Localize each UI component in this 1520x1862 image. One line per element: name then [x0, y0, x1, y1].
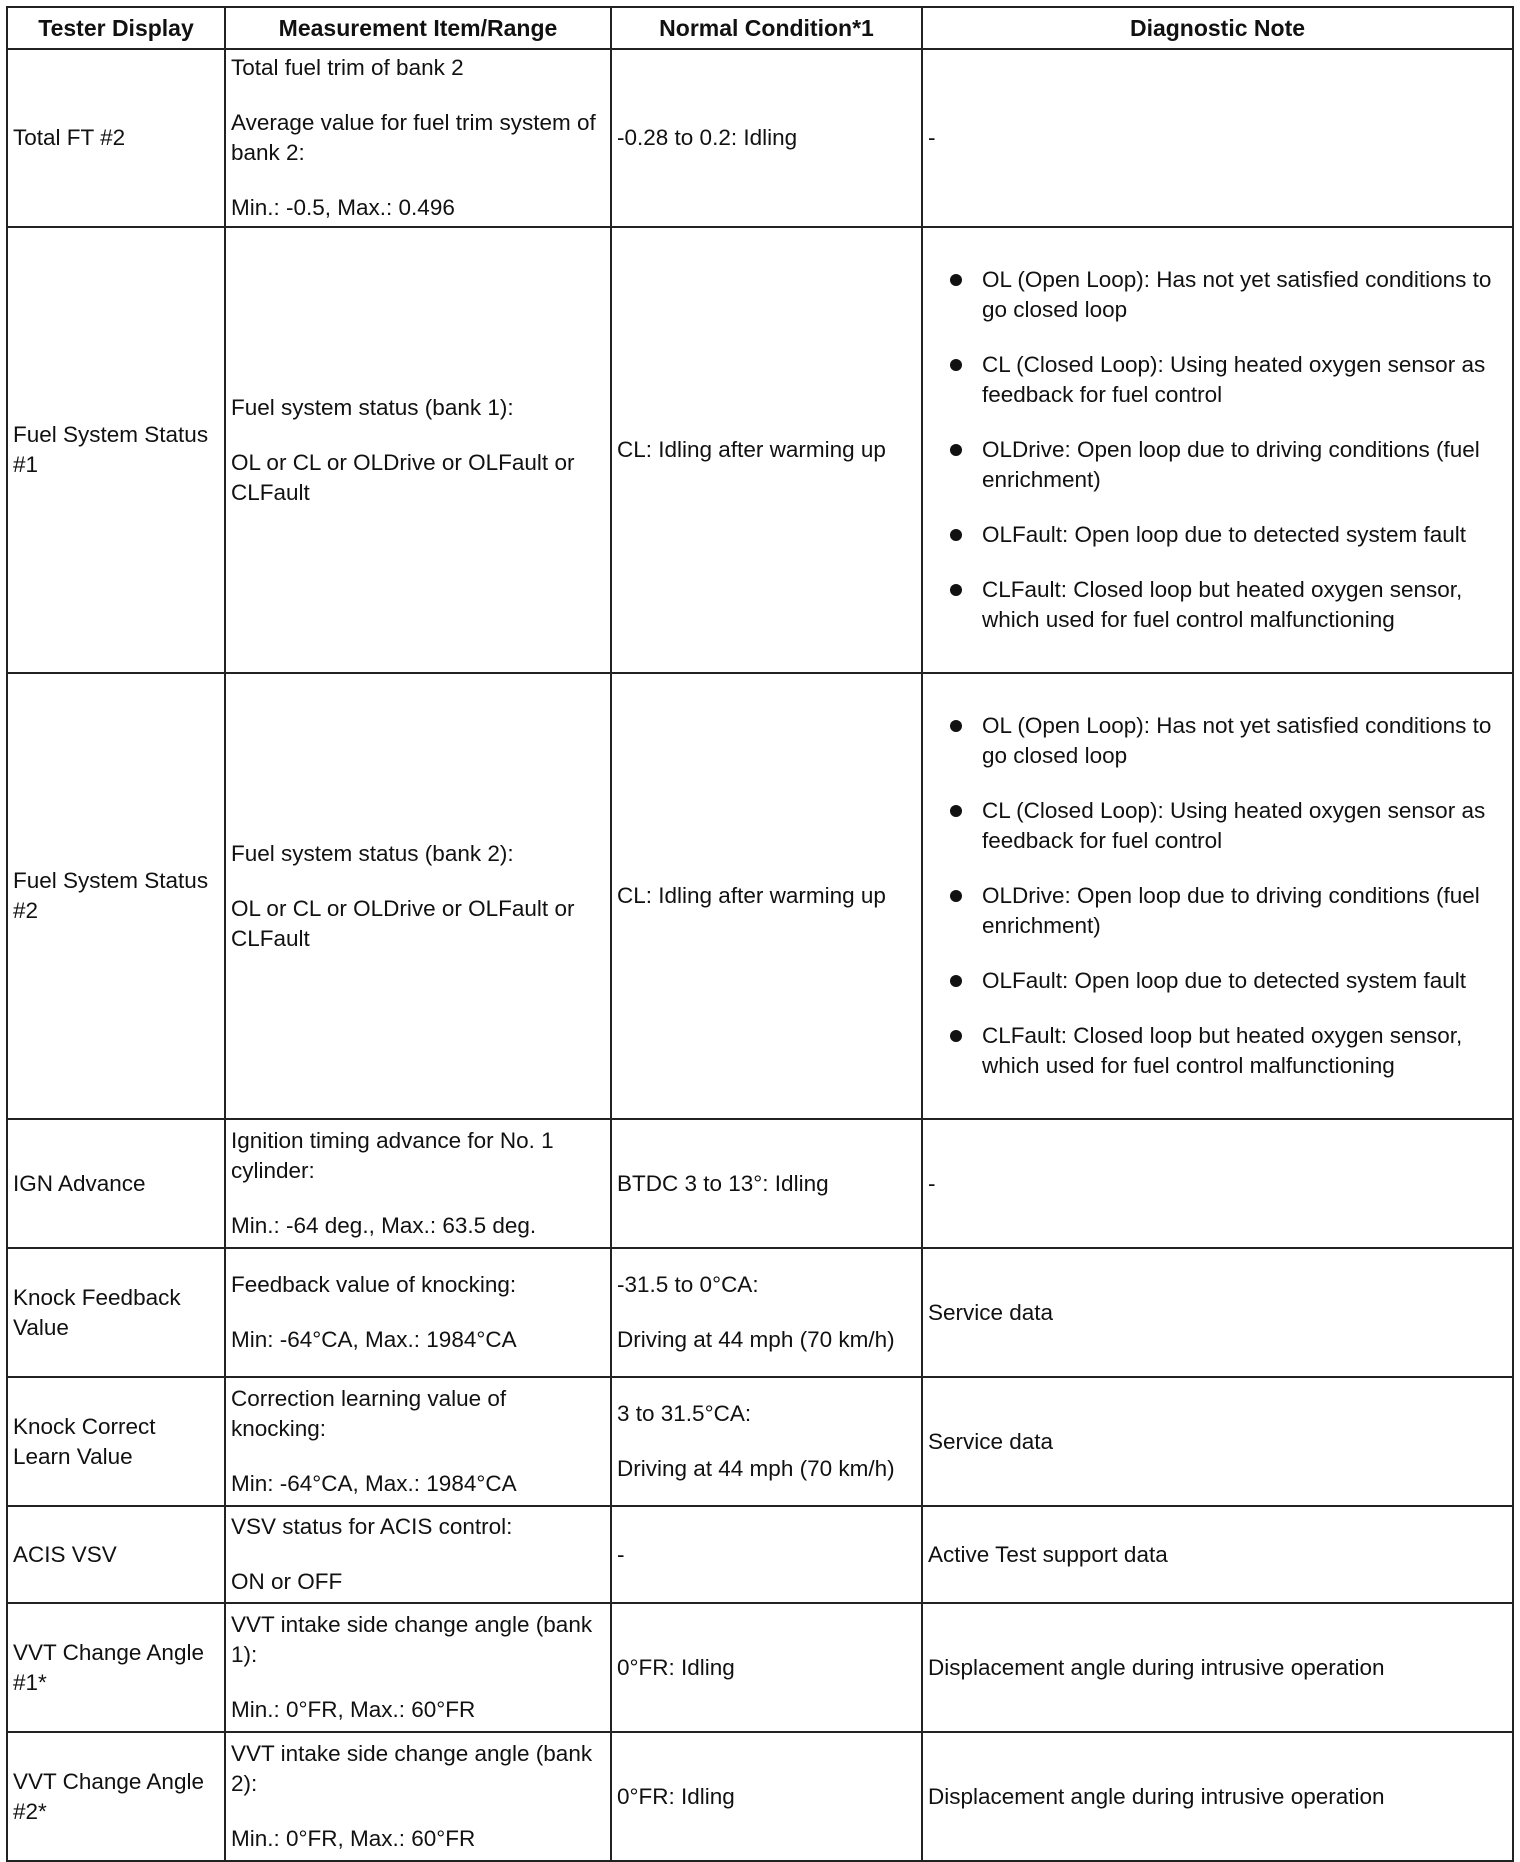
note-bullet-list — [928, 265, 1507, 635]
measurement-line: Correction learning value of knocking: — [231, 1386, 507, 1441]
table-row — [7, 227, 1513, 673]
normal-condition-line: 0°FR: Idling — [617, 1783, 735, 1809]
diagnostic-note-cell: Service data — [922, 1377, 1513, 1506]
normal-condition-line: -31.5 to 0°CA: — [617, 1272, 759, 1297]
tester-display-cell: VVT Change Angle #1* — [7, 1603, 225, 1732]
table-row — [7, 1506, 1513, 1603]
measurement-cell — [225, 1506, 611, 1603]
measurement-line: Feedback value of knocking: — [231, 1272, 517, 1297]
normal-condition-line: Driving at 44 mph (70 km/h) — [617, 1327, 895, 1352]
header-diagnostic-note: Diagnostic Note — [922, 7, 1513, 49]
table-row — [7, 49, 1513, 227]
diagnostic-note-cell: Active Test support data — [922, 1506, 1513, 1603]
table-row — [7, 673, 1513, 1119]
normal-condition-cell — [611, 49, 922, 227]
measurement-cell — [225, 673, 611, 1119]
note-bullet-item: CL (Closed Loop): Using heated oxygen sensor as feedback for fuel control — [950, 350, 1507, 410]
measurement-cell — [225, 1248, 611, 1377]
note-bullet-item: OLFault: Open loop due to detected system fault — [950, 966, 1507, 996]
note-bullet-item: OLDrive: Open loop due to driving conditions (fuel enrichment) — [950, 881, 1507, 941]
normal-condition-cell — [611, 1377, 922, 1506]
diagnostic-note-cell — [922, 227, 1513, 673]
normal-condition-cell — [611, 673, 922, 1119]
header-normal-condition: Normal Condition*1 — [611, 7, 922, 49]
normal-condition-line: BTDC 3 to 13°: Idling — [617, 1170, 829, 1196]
measurement-line: Min.: 0°FR, Max.: 60°FR — [231, 1826, 476, 1851]
normal-condition-line: -0.28 to 0.2: Idling — [617, 125, 798, 150]
note-bullet-item: CLFault: Closed loop but heated oxygen sensor, which used for fuel control malfunctioning — [950, 575, 1507, 635]
measurement-line: Fuel system status (bank 2): — [231, 840, 514, 866]
measurement-line: VSV status for ACIS control: — [231, 1514, 513, 1539]
diagnostic-note-cell: Service data — [922, 1248, 1513, 1377]
normal-condition-line: 3 to 31.5°CA: — [617, 1401, 752, 1426]
measurement-line: Fuel system status (bank 1): — [231, 394, 514, 420]
measurement-line: ON or OFF — [231, 1569, 343, 1594]
diagnostic-note-cell — [922, 673, 1513, 1119]
normal-condition-line: - — [617, 1541, 625, 1567]
measurement-cell — [225, 1119, 611, 1248]
note-bullet-item: CLFault: Closed loop but heated oxygen sensor, which used for fuel control malfunctioning — [950, 1021, 1507, 1081]
table-row — [7, 1119, 1513, 1248]
tester-display-cell: VVT Change Angle #2* — [7, 1732, 225, 1861]
normal-condition-line: CL: Idling after warming up — [617, 437, 886, 462]
normal-condition-cell — [611, 1119, 922, 1248]
normal-condition-cell — [611, 1732, 922, 1861]
tester-display-cell: Knock Feedback Value — [7, 1248, 225, 1377]
note-bullet-item: OL (Open Loop): Has not yet satisfied conditions to go closed loop — [950, 711, 1507, 771]
measurement-line: VVT intake side change angle (bank 1): — [231, 1612, 593, 1667]
tester-display-cell: Fuel System Status #2 — [7, 673, 225, 1119]
measurement-cell — [225, 1377, 611, 1506]
header-tester-display: Tester Display — [7, 7, 225, 49]
measurement-line: OL or CL or OLDrive or OLFault or CLFault — [231, 449, 575, 505]
normal-condition-cell — [611, 1506, 922, 1603]
table-row — [7, 1603, 1513, 1732]
table-row — [7, 1377, 1513, 1506]
diagnostic-note-cell: Displacement angle during intrusive operation — [922, 1603, 1513, 1732]
tester-display-cell: Knock Correct Learn Value — [7, 1377, 225, 1506]
normal-condition-cell — [611, 227, 922, 673]
normal-condition-cell — [611, 1603, 922, 1732]
measurement-line: Min: -64°CA, Max.: 1984°CA — [231, 1471, 517, 1496]
data-list-table — [6, 6, 1514, 1862]
tester-display-cell: IGN Advance — [7, 1119, 225, 1248]
normal-condition-cell — [611, 1248, 922, 1377]
measurement-cell — [225, 1732, 611, 1861]
tester-display-cell: Fuel System Status #1 — [7, 227, 225, 673]
diagnostic-note-cell: - — [922, 1119, 1513, 1248]
header-measurement-item: Measurement Item/Range — [225, 7, 611, 49]
measurement-cell — [225, 1603, 611, 1732]
normal-condition-line: CL: Idling after warming up — [617, 883, 886, 908]
measurement-line: Ignition timing advance for No. 1 cylinder: — [231, 1128, 554, 1183]
measurement-line: Total fuel trim of bank 2 — [231, 55, 464, 80]
note-bullet-item: OLFault: Open loop due to detected system fault — [950, 520, 1507, 550]
normal-condition-line: 0°FR: Idling — [617, 1654, 735, 1680]
tester-display-cell: Total FT #2 — [7, 49, 225, 227]
measurement-line: Min.: 0°FR, Max.: 60°FR — [231, 1697, 476, 1722]
note-bullet-list — [928, 711, 1507, 1081]
table-row — [7, 1732, 1513, 1861]
note-bullet-item: CL (Closed Loop): Using heated oxygen sensor as feedback for fuel control — [950, 796, 1507, 856]
measurement-line: OL or CL or OLDrive or OLFault or CLFault — [231, 895, 575, 951]
measurement-cell — [225, 227, 611, 673]
table-row — [7, 1248, 1513, 1377]
note-bullet-item: OLDrive: Open loop due to driving conditions (fuel enrichment) — [950, 435, 1507, 495]
measurement-line: VVT intake side change angle (bank 2): — [231, 1741, 593, 1796]
diagnostic-note-cell: - — [922, 49, 1513, 227]
data-list-table-container — [6, 6, 1512, 1862]
tester-display-cell: ACIS VSV — [7, 1506, 225, 1603]
measurement-line: Average value for fuel trim system of bank 2: — [231, 110, 596, 165]
table-header-row — [7, 7, 1513, 49]
normal-condition-line: Driving at 44 mph (70 km/h) — [617, 1456, 895, 1481]
measurement-line: Min.: -64 deg., Max.: 63.5 deg. — [231, 1213, 537, 1238]
diagnostic-note-cell: Displacement angle during intrusive operation — [922, 1732, 1513, 1861]
measurement-line: Min: -64°CA, Max.: 1984°CA — [231, 1327, 517, 1352]
measurement-cell — [225, 49, 611, 227]
note-bullet-item: OL (Open Loop): Has not yet satisfied conditions to go closed loop — [950, 265, 1507, 325]
measurement-line: Min.: -0.5, Max.: 0.496 — [231, 195, 455, 220]
